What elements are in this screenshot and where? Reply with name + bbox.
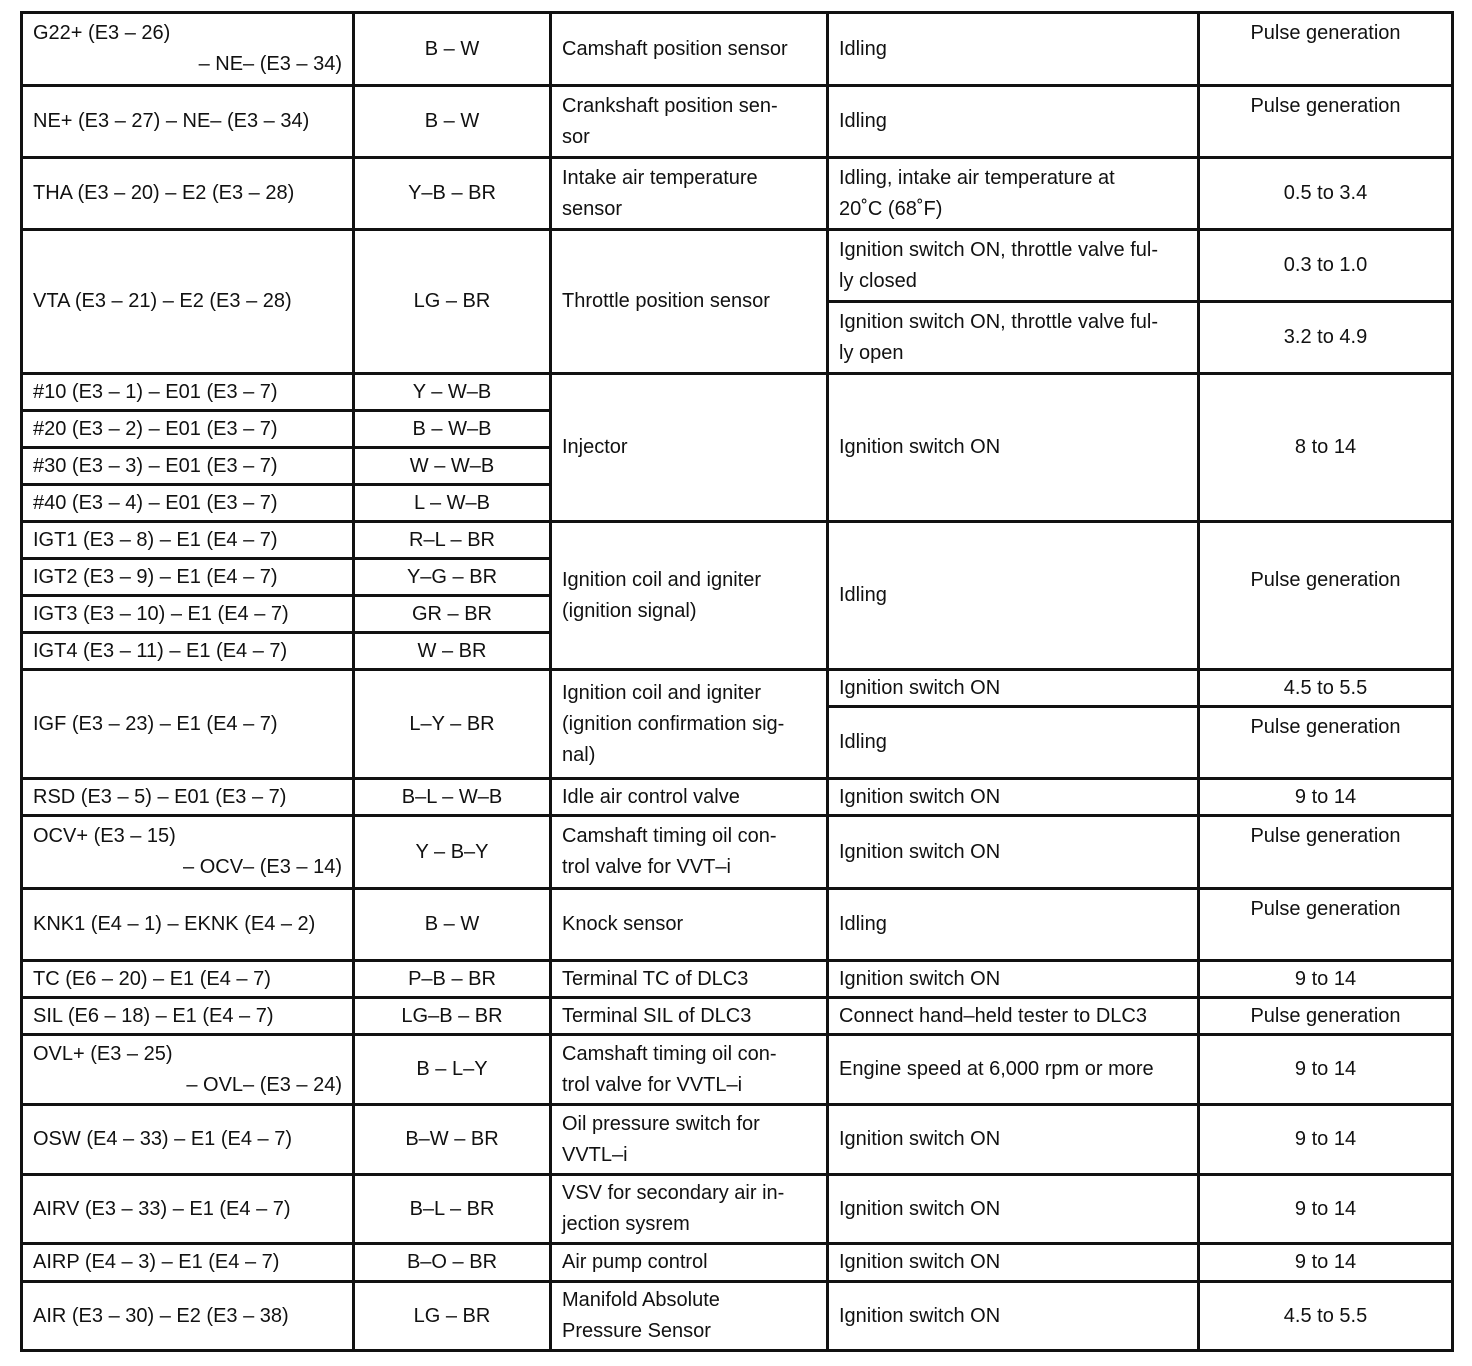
wiring-cell: B – W [354, 13, 551, 86]
condition-cell: Ignition switch ON [828, 1244, 1199, 1282]
wiring-cell: R–L – BR [354, 522, 551, 559]
condition-cell: Idling, intake air temperature at 20˚C (68˚F) [828, 158, 1199, 230]
condition-cell: Idling [828, 13, 1199, 86]
table-row [22, 374, 1453, 411]
terminal-cell: AIRP (E4 – 3) – E1 (E4 – 7) [22, 1244, 354, 1282]
terminal-cell: SIL (E6 – 18) – E1 (E4 – 7) [22, 998, 354, 1035]
condition-cell: Idling [828, 889, 1199, 961]
value-cell: 0.5 to 3.4 [1199, 158, 1453, 230]
description-cell: Camshaft position sensor [551, 13, 828, 86]
table-row [22, 1175, 1453, 1244]
table-row [22, 13, 1453, 86]
table-row [22, 816, 1453, 889]
condition-cell: Ignition switch ON, throttle valve ful- ly closed [828, 230, 1199, 302]
table-row [22, 230, 1453, 302]
description-cell: Terminal SIL of DLC3 [551, 998, 828, 1035]
wiring-cell: Y–B – BR [354, 158, 551, 230]
description-cell: Camshaft timing oil con- trol valve for VVT–i [551, 816, 828, 889]
table-row [22, 998, 1453, 1035]
wiring-cell: LG–B – BR [354, 998, 551, 1035]
terminal-cell: IGT4 (E3 – 11) – E1 (E4 – 7) [22, 633, 354, 670]
wiring-cell: B – W–B [354, 411, 551, 448]
wiring-cell: GR – BR [354, 596, 551, 633]
terminal-cell: AIR (E3 – 30) – E2 (E3 – 38) [22, 1282, 354, 1351]
condition-cell: Idling [828, 707, 1199, 779]
description-cell: Injector [551, 374, 828, 522]
table-row [22, 1035, 1453, 1105]
description-cell: Air pump control [551, 1244, 828, 1282]
wiring-cell: Y – B–Y [354, 816, 551, 889]
table-row [22, 779, 1453, 816]
wiring-cell: LG – BR [354, 230, 551, 374]
description-cell: VSV for secondary air in- jection sysrem [551, 1175, 828, 1244]
description-cell: Idle air control valve [551, 779, 828, 816]
condition-cell: Idling [828, 86, 1199, 158]
terminal-cell: IGF (E3 – 23) – E1 (E4 – 7) [22, 670, 354, 779]
terminal-cell: THA (E3 – 20) – E2 (E3 – 28) [22, 158, 354, 230]
terminal-cell: IGT3 (E3 – 10) – E1 (E4 – 7) [22, 596, 354, 633]
description-cell: Throttle position sensor [551, 230, 828, 374]
wiring-cell: W – BR [354, 633, 551, 670]
terminal-cell: #20 (E3 – 2) – E01 (E3 – 7) [22, 411, 354, 448]
terminal-cell: AIRV (E3 – 33) – E1 (E4 – 7) [22, 1175, 354, 1244]
table-row [22, 1244, 1453, 1282]
description-cell: Camshaft timing oil con- trol valve for VVTL–i [551, 1035, 828, 1105]
description-cell: Terminal TC of DLC3 [551, 961, 828, 998]
wiring-cell: W – W–B [354, 448, 551, 485]
value-cell: 9 to 14 [1199, 961, 1453, 998]
condition-cell: Ignition switch ON [828, 374, 1199, 522]
terminal-cell: IGT1 (E3 – 8) – E1 (E4 – 7) [22, 522, 354, 559]
condition-cell: Ignition switch ON [828, 670, 1199, 707]
wiring-cell: L – W–B [354, 485, 551, 522]
value-cell: 9 to 14 [1199, 779, 1453, 816]
terminal-cell: OVL+ (E3 – 25) – OVL– (E3 – 24) [22, 1035, 354, 1105]
terminal-cell: TC (E6 – 20) – E1 (E4 – 7) [22, 961, 354, 998]
wiring-cell: P–B – BR [354, 961, 551, 998]
description-cell: Ignition coil and igniter (ignition confirmation sig- nal) [551, 670, 828, 779]
table-row [22, 1282, 1453, 1351]
value-cell: 9 to 14 [1199, 1105, 1453, 1175]
table-row [22, 889, 1453, 961]
value-cell: Pulse generation [1199, 522, 1453, 670]
wiring-cell: Y–G – BR [354, 559, 551, 596]
terminal-cell: RSD (E3 – 5) – E01 (E3 – 7) [22, 779, 354, 816]
condition-cell: Ignition switch ON [828, 1175, 1199, 1244]
wiring-cell: B–O – BR [354, 1244, 551, 1282]
value-cell: 9 to 14 [1199, 1175, 1453, 1244]
terminal-cell: G22+ (E3 – 26) – NE– (E3 – 34) [22, 13, 354, 86]
value-cell: Pulse generation [1199, 707, 1453, 779]
value-cell: 4.5 to 5.5 [1199, 1282, 1453, 1351]
description-cell: Ignition coil and igniter (ignition signal) [551, 522, 828, 670]
table-row [22, 158, 1453, 230]
table-row [22, 86, 1453, 158]
terminal-cell: IGT2 (E3 – 9) – E1 (E4 – 7) [22, 559, 354, 596]
description-cell: Oil pressure switch for VVTL–i [551, 1105, 828, 1175]
condition-cell: Ignition switch ON [828, 779, 1199, 816]
wiring-cell: B–L – W–B [354, 779, 551, 816]
value-cell: 9 to 14 [1199, 1035, 1453, 1105]
wiring-cell: B–L – BR [354, 1175, 551, 1244]
description-cell: Manifold Absolute Pressure Sensor [551, 1282, 828, 1351]
ecu-terminal-table [20, 11, 1454, 1352]
value-cell: Pulse generation [1199, 998, 1453, 1035]
condition-cell: Connect hand–held tester to DLC3 [828, 998, 1199, 1035]
wiring-cell: B – W [354, 889, 551, 961]
value-cell: Pulse generation [1199, 86, 1453, 158]
description-cell: Crankshaft position sen- sor [551, 86, 828, 158]
table-row [22, 961, 1453, 998]
value-cell: 0.3 to 1.0 [1199, 230, 1453, 302]
condition-cell: Ignition switch ON [828, 816, 1199, 889]
wiring-cell: LG – BR [354, 1282, 551, 1351]
table-row [22, 670, 1453, 707]
wiring-cell: B–W – BR [354, 1105, 551, 1175]
description-cell: Knock sensor [551, 889, 828, 961]
condition-cell: Idling [828, 522, 1199, 670]
condition-cell: Engine speed at 6,000 rpm or more [828, 1035, 1199, 1105]
condition-cell: Ignition switch ON [828, 1105, 1199, 1175]
description-cell: Intake air temperature sensor [551, 158, 828, 230]
wiring-cell: B – W [354, 86, 551, 158]
condition-cell: Ignition switch ON [828, 1282, 1199, 1351]
terminal-cell: KNK1 (E4 – 1) – EKNK (E4 – 2) [22, 889, 354, 961]
value-cell: Pulse generation [1199, 13, 1453, 86]
terminal-cell: #40 (E3 – 4) – E01 (E3 – 7) [22, 485, 354, 522]
table-row [22, 522, 1453, 559]
wiring-cell: B – L–Y [354, 1035, 551, 1105]
wiring-cell: L–Y – BR [354, 670, 551, 779]
terminal-cell: #30 (E3 – 3) – E01 (E3 – 7) [22, 448, 354, 485]
condition-cell: Ignition switch ON [828, 961, 1199, 998]
terminal-cell: OSW (E4 – 33) – E1 (E4 – 7) [22, 1105, 354, 1175]
wiring-cell: Y – W–B [354, 374, 551, 411]
table-row [22, 1105, 1453, 1175]
terminal-cell: OCV+ (E3 – 15) – OCV– (E3 – 14) [22, 816, 354, 889]
value-cell: 9 to 14 [1199, 1244, 1453, 1282]
terminal-cell: NE+ (E3 – 27) – NE– (E3 – 34) [22, 86, 354, 158]
value-cell: 8 to 14 [1199, 374, 1453, 522]
terminal-cell: VTA (E3 – 21) – E2 (E3 – 28) [22, 230, 354, 374]
value-cell: Pulse generation [1199, 816, 1453, 889]
condition-cell: Ignition switch ON, throttle valve ful- ly open [828, 302, 1199, 374]
terminal-cell: #10 (E3 – 1) – E01 (E3 – 7) [22, 374, 354, 411]
value-cell: 4.5 to 5.5 [1199, 670, 1453, 707]
value-cell: 3.2 to 4.9 [1199, 302, 1453, 374]
value-cell: Pulse generation [1199, 889, 1453, 961]
